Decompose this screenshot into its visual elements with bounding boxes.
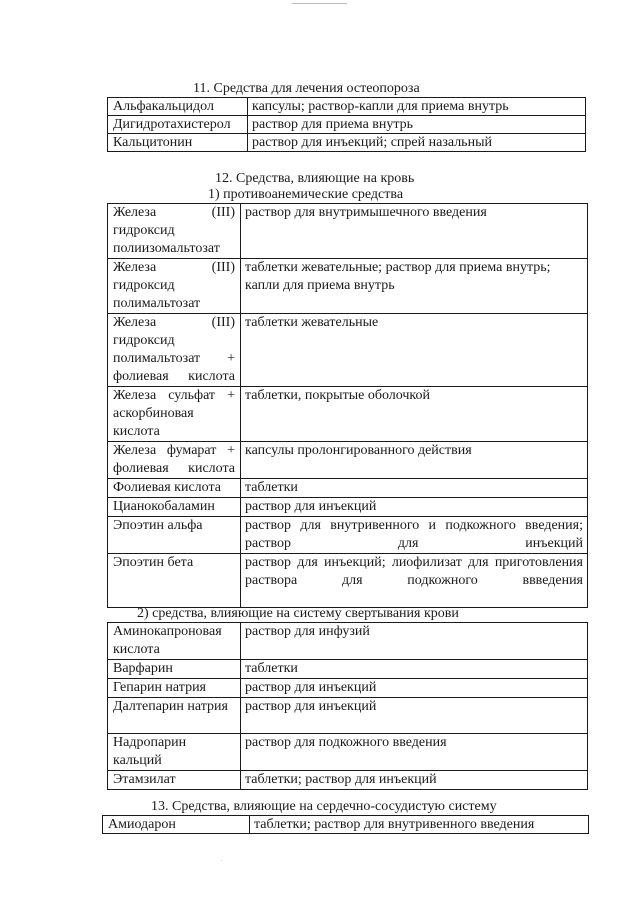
drug-form: таблетки, покрытые оболочкой [241, 387, 588, 442]
drug-form: раствор для инъекций [241, 498, 588, 517]
drug-form: раствор для инъекций; спрей назальный [248, 134, 586, 152]
table-row [108, 442, 588, 479]
drug-form: раствор для внутримышечного введения [241, 204, 588, 259]
table-row [108, 679, 588, 698]
table-row [108, 498, 588, 517]
drug-name: Варфарин [108, 660, 241, 679]
drug-form: таблетки жевательные [241, 314, 588, 387]
drug-name: Далтепарин натрия [108, 698, 241, 734]
table-row [108, 698, 588, 734]
page-top-divider [292, 3, 347, 4]
drug-form: капсулы; раствор-капли для приема внутрь [248, 98, 586, 116]
drug-name: Гепарин натрия [108, 679, 241, 698]
table-row [108, 517, 588, 554]
section-13-heading: 13. Средства, влияющие на сердечно-сосудистую систему [151, 799, 497, 814]
drug-form: раствор для инъекций [241, 698, 588, 734]
subsection-1-heading: 1) противоанемические средства [208, 187, 404, 202]
drug-name: Железа (III) гидроксид полимальтозат [108, 259, 241, 314]
scan-speck [221, 860, 222, 861]
table-row [108, 134, 586, 152]
drug-form: раствор для подкожного введения [241, 734, 588, 771]
drug-form: раствор для внутривенного и подкожного введения; раствор для инъекций [241, 517, 588, 554]
section-12-2-table [107, 622, 588, 790]
drug-name: Этамзилат [108, 771, 241, 790]
drug-form: таблетки [241, 479, 588, 498]
table-row [108, 771, 588, 790]
table-row [103, 816, 589, 834]
drug-form: таблетки; раствор для инъекций [241, 771, 588, 790]
drug-name: Цианокобаламин [108, 498, 241, 517]
drug-name: Кальцитонин [108, 134, 248, 152]
drug-name: Альфакальцидол [108, 98, 248, 116]
table-row [108, 98, 586, 116]
drug-name: Надропарин кальций [108, 734, 241, 771]
drug-form: раствор для инъекций [241, 679, 588, 698]
table-row [108, 259, 588, 314]
drug-name: Железа (III) гидроксид полимальтозат + фолиевая кислота [108, 314, 241, 387]
table-row [108, 204, 588, 259]
drug-name: Амиодарон [103, 816, 250, 834]
table-row [108, 479, 588, 498]
section-11-heading: 11. Средства для лечения остеопороза [193, 81, 420, 96]
table-row [108, 734, 588, 771]
drug-form: таблетки; раствор для внутривенного введения [250, 816, 589, 834]
table-row [108, 623, 588, 660]
drug-form: таблетки жевательные; раствор для приема внутрь; капли для приема внутрь [241, 259, 588, 314]
drug-form: раствор для инфузий [241, 623, 588, 660]
drug-name: Эпоэтин бета [108, 554, 241, 608]
section-12-heading: 12. Средства, влияющие на кровь [215, 171, 415, 186]
drug-form: раствор для приема внутрь [248, 116, 586, 134]
drug-form: таблетки [241, 660, 588, 679]
section-13-table [102, 815, 589, 834]
drug-form: раствор для инъекций; лиофилизат для приготовления раствора для подкожного ввведения [241, 554, 588, 608]
section-12-1-table [107, 203, 588, 608]
table-row [108, 387, 588, 442]
drug-name: Аминокапроновая кислота [108, 623, 241, 660]
table-row [108, 314, 588, 387]
drug-name: Железа сульфат + аскорбиновая кислота [108, 387, 241, 442]
drug-name: Фолиевая кислота [108, 479, 241, 498]
table-row [108, 554, 588, 608]
table-row [108, 660, 588, 679]
table-row [108, 116, 586, 134]
drug-name: Железа фумарат + фолиевая кислота [108, 442, 241, 479]
section-11-table [107, 97, 586, 152]
subsection-2-heading: 2) средства, влияющие на систему свертывания крови [137, 606, 459, 621]
drug-form: капсулы пролонгированного действия [241, 442, 588, 479]
drug-name: Эпоэтин альфа [108, 517, 241, 554]
drug-name: Дигидротахистерол [108, 116, 248, 134]
drug-name: Железа (III) гидроксид полиизомальтозат [108, 204, 241, 259]
